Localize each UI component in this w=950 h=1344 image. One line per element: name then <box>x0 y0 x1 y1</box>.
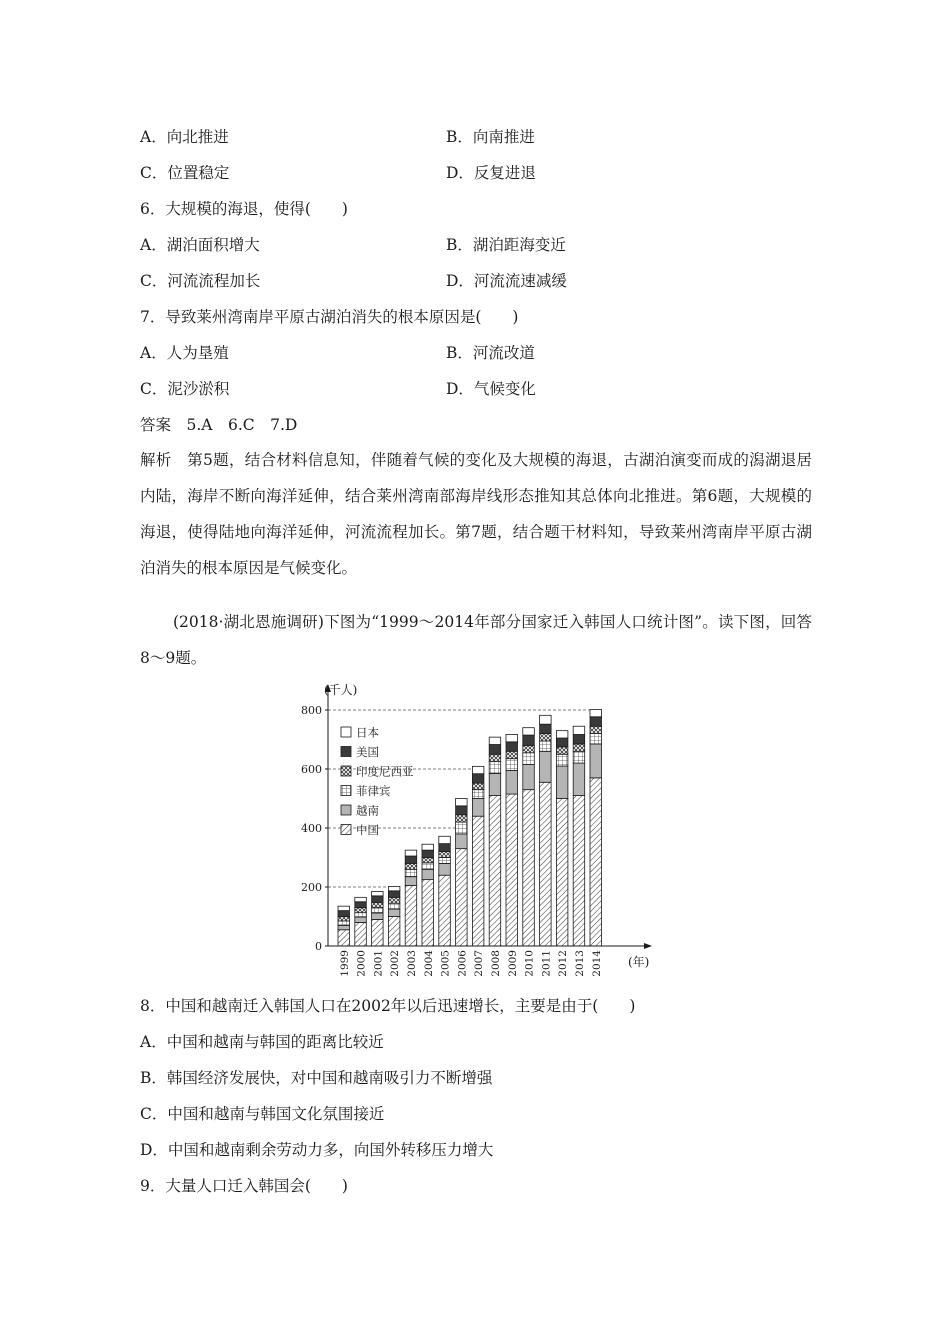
bar-segment <box>422 869 434 879</box>
bar-segment <box>439 875 451 946</box>
q6-option-b: B．湖泊距海变近 <box>446 236 566 254</box>
legend-swatch <box>341 805 351 815</box>
bar-segment <box>556 754 568 766</box>
bar-segment <box>355 908 367 913</box>
y-ticks <box>301 704 328 953</box>
x-tick-label: 2012 <box>557 950 570 977</box>
x-tick-label: 2009 <box>506 950 519 977</box>
q8-option-c: C．中国和越南与韩国文化氛围接近 <box>140 1105 385 1123</box>
bar-segment <box>338 921 350 925</box>
x-tick-label: 2011 <box>540 950 553 977</box>
bar-segment <box>472 799 484 817</box>
q7-option-b: B．河流改道 <box>446 344 535 362</box>
y-tick-label: 600 <box>301 763 322 776</box>
bar-segment <box>439 858 451 864</box>
x-tick-label: 2010 <box>523 950 536 977</box>
bar-segment <box>573 744 585 751</box>
bar-segment <box>372 919 384 946</box>
bar-segment <box>472 783 484 789</box>
bar-segment <box>506 742 518 751</box>
bar-segment <box>573 751 585 763</box>
bar-segment <box>472 816 484 946</box>
bar-segment <box>506 734 518 741</box>
bar-segment <box>540 782 552 946</box>
bar-segment <box>355 917 367 922</box>
chart-legend <box>341 726 414 838</box>
bar-segment <box>523 765 535 790</box>
q7-option-a: A．人为垦殖 <box>140 344 229 362</box>
bar-segment <box>540 724 552 733</box>
bar-segment <box>523 735 535 745</box>
x-tick-label: 2003 <box>405 950 418 977</box>
bar-segment <box>489 796 501 946</box>
y-tick-label: 0 <box>315 940 322 953</box>
legend-swatch <box>341 747 351 757</box>
bar-segment <box>388 897 400 903</box>
bar-segment <box>472 774 484 783</box>
q8-stem: 8．中国和越南迁入韩国人口在2002年以后迅速增长，主要是由于( ) <box>140 997 636 1015</box>
legend-label: 日本 <box>356 725 379 740</box>
bar-segment <box>456 822 468 834</box>
bar-segment <box>372 913 384 919</box>
bar-segment <box>556 731 568 738</box>
bar-segment <box>372 902 384 907</box>
legend-swatch <box>341 825 351 835</box>
legend-label: 中国 <box>356 823 379 837</box>
bar-segment <box>540 741 552 751</box>
bar-segment <box>372 908 384 913</box>
bar-segment <box>422 850 434 857</box>
bar-segment <box>338 917 350 921</box>
bar-segment <box>388 909 400 916</box>
bar-segment <box>439 863 451 875</box>
bar-segment <box>523 745 535 752</box>
q8-option-d: D．中国和越南剩余劳动力多，向国外转移压力增大 <box>140 1141 494 1159</box>
x-tick-label: 2007 <box>473 950 486 977</box>
q6-option-c: C．河流流程加长 <box>140 272 261 290</box>
bar-segment <box>439 836 451 843</box>
bar-segment <box>372 896 384 902</box>
legend-swatch <box>341 766 351 776</box>
bar-segment <box>489 737 501 744</box>
q5-option-b: B．向南推进 <box>446 128 535 146</box>
q6-option-d: D．河流流速减缓 <box>446 272 567 290</box>
x-tick-label: 2004 <box>422 950 435 977</box>
bar-segment <box>556 766 568 798</box>
bar-segment <box>590 778 602 946</box>
bar-segment <box>422 880 434 946</box>
bar-segment <box>338 930 350 946</box>
bar-segment <box>355 902 367 908</box>
bar-segment <box>472 790 484 799</box>
bar-segment <box>355 897 367 901</box>
x-tick-label: 2014 <box>590 950 603 977</box>
y-axis-unit: (千人) <box>324 683 358 697</box>
bar-segment <box>590 744 602 778</box>
intro-paragraph: (2018·湖北恩施调研)下图为“1999～2014年部分国家迁入韩国人口统计图”。读下图，回答8～9题。 <box>140 613 812 667</box>
bar-segment <box>573 726 585 734</box>
bar-segment <box>489 773 501 795</box>
bar-segment <box>405 863 417 869</box>
q9-stem: 9．大量人口迁入韩国会( ) <box>140 1177 348 1195</box>
bar-segment <box>540 715 552 724</box>
bar-segment <box>422 858 434 863</box>
bar-segment <box>405 869 417 876</box>
bar-segment <box>388 917 400 947</box>
bar-segment <box>556 738 568 747</box>
bar-segment <box>472 766 484 773</box>
q5-option-c: C．位置稳定 <box>140 164 230 182</box>
bar-segment <box>388 891 400 897</box>
bar-segment <box>422 844 434 850</box>
bar-segment <box>388 903 400 909</box>
bar-segment <box>506 759 518 771</box>
q6-option-a: A．湖泊面积增大 <box>140 236 260 254</box>
x-tick-label: 2013 <box>573 950 586 977</box>
bar-segment <box>405 856 417 863</box>
migration-stacked-bar-chart <box>290 680 670 980</box>
x-tick-label: 2006 <box>456 950 469 977</box>
q5-option-d: D．反复进退 <box>446 164 536 182</box>
legend-swatch <box>341 786 351 796</box>
q7-option-d: D．气候变化 <box>446 380 536 398</box>
x-tick-label: 2005 <box>439 950 452 977</box>
q6-stem: 6．大规模的海退，使得( ) <box>140 200 348 218</box>
bar-segment <box>590 726 602 733</box>
bar-segment <box>573 796 585 946</box>
bar-segment <box>439 852 451 858</box>
x-axis-arrow <box>644 943 652 949</box>
legend-swatch <box>341 727 351 737</box>
bar-segment <box>489 754 501 761</box>
bar-segment <box>338 906 350 910</box>
bar-segment <box>573 734 585 743</box>
bar-segment <box>388 886 400 890</box>
bar-segment <box>456 799 468 806</box>
bar-segment <box>540 751 552 782</box>
bar-segment <box>338 911 350 917</box>
bar-segment <box>338 925 350 929</box>
x-axis-unit: (年) <box>628 955 650 969</box>
bar-segment <box>556 799 568 947</box>
q5-option-a: A．向北推进 <box>140 128 229 146</box>
q7-stem: 7．导致莱州湾南岸平原古湖泊消失的根本原因是( ) <box>140 308 519 326</box>
bar-segment <box>523 753 535 765</box>
bar-segment <box>540 734 552 741</box>
analysis-paragraph: 解析 第5题，结合材料信息知，伴随着气候的变化及大规模的海退，古湖泊演变而成的潟湖退居内陆，海岸不断向海洋延伸，结合莱州湾南部海岸线形态推知其总体向北推进。第6题，大规模的海退，使得陆地向海洋延伸，河流流程加长。第7题，结合题干材料知，导致莱州湾南岸平原古湖泊消失的根本原因是气候变化。 <box>140 451 812 577</box>
bar-segment <box>523 728 535 735</box>
bar-segment <box>355 922 367 946</box>
bar-segment <box>422 863 434 869</box>
legend-label: 美国 <box>356 745 379 759</box>
q7-option-c: C．泥沙淤积 <box>140 380 230 398</box>
bar-segment <box>439 844 451 852</box>
bar-segment <box>405 877 417 886</box>
y-tick-label: 400 <box>301 822 322 835</box>
bar-segment <box>506 794 518 946</box>
bar-segment <box>590 709 602 716</box>
bar-segment <box>573 763 585 795</box>
bar-segment <box>590 717 602 726</box>
x-tick-label: 2008 <box>489 950 502 977</box>
bar-segment <box>456 806 468 815</box>
x-tick-label: 2000 <box>355 950 368 977</box>
bar-segment <box>523 790 535 946</box>
legend-label: 越南 <box>356 803 379 818</box>
bar-segment <box>456 815 468 822</box>
legend-label: 菲律宾 <box>356 784 391 798</box>
x-tick-label: 2001 <box>372 950 385 977</box>
bar-segment <box>456 849 468 946</box>
bar-segment <box>372 891 384 895</box>
y-tick-label: 200 <box>301 881 322 894</box>
bar-segment <box>489 762 501 774</box>
x-tick-label: 1999 <box>338 950 351 977</box>
bar-segment <box>556 747 568 754</box>
bar-segment <box>506 770 518 794</box>
bar-segment <box>355 913 367 917</box>
bar-segment <box>506 751 518 758</box>
q8-option-a: A．中国和越南与韩国的距离比较近 <box>140 1033 384 1051</box>
x-ticks <box>339 950 603 977</box>
bar-segment <box>405 850 417 856</box>
bar-segment <box>590 734 602 744</box>
bar-segment <box>489 745 501 755</box>
x-tick-label: 2002 <box>389 950 402 977</box>
answer-line: 答案 5.A 6.C 7.D <box>140 416 298 434</box>
y-tick-label: 800 <box>301 704 322 717</box>
legend-label: 印度尼西亚 <box>356 764 414 779</box>
bar-segment <box>405 886 417 946</box>
q8-option-b: B．韩国经济发展快，对中国和越南吸引力不断增强 <box>140 1069 493 1087</box>
bar-segment <box>456 834 468 849</box>
